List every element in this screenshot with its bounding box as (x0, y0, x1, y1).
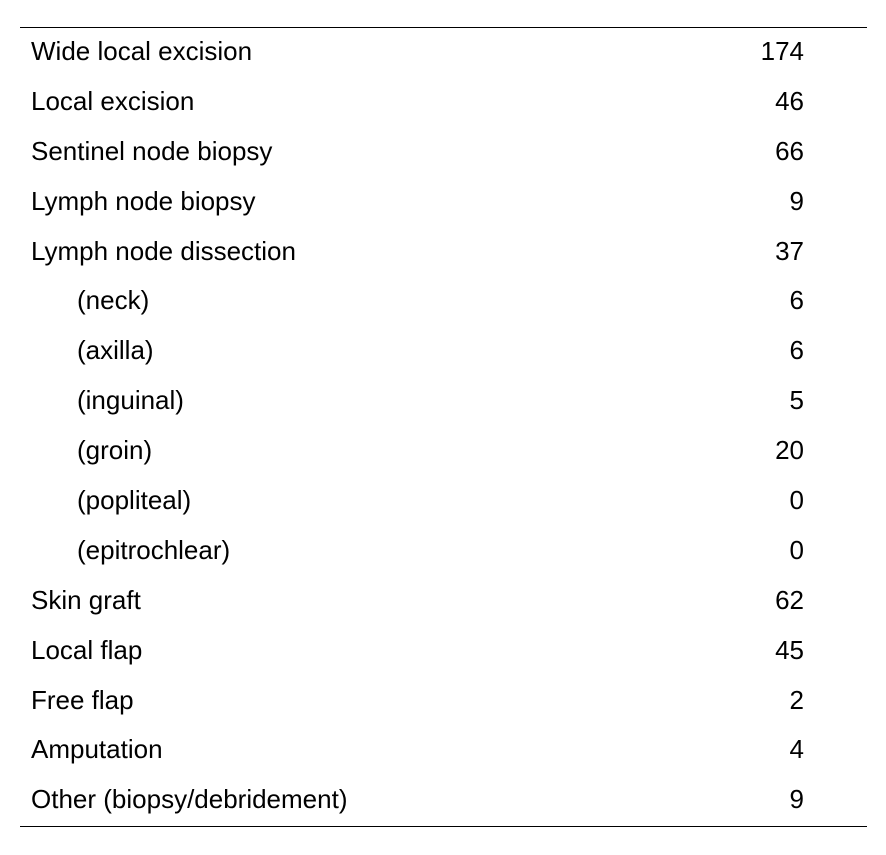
row-count: 4 (789, 734, 804, 765)
row-count: 20 (775, 435, 804, 466)
row-count: 45 (775, 634, 804, 665)
table-subrow (20, 277, 867, 327)
row-count: 66 (775, 135, 804, 166)
row-count: 6 (789, 335, 804, 366)
table-row (20, 178, 867, 228)
row-label: Amputation (31, 734, 163, 765)
row-label: Lymph node biopsy (31, 185, 256, 216)
row-label: (axilla) (77, 335, 154, 366)
row-label: Wide local excision (31, 36, 253, 66)
row-count: 37 (775, 235, 804, 266)
procedures-table (20, 27, 867, 827)
table-subrow (20, 477, 867, 527)
row-label: Lymph node dissection (31, 235, 296, 266)
row-label: Other (biopsy/debridement) (31, 784, 348, 815)
row-label: (inguinal) (77, 385, 184, 416)
row-label: Skin graft (31, 584, 141, 615)
row-count: 0 (789, 485, 804, 516)
table-row (20, 677, 867, 727)
table-row (20, 28, 867, 78)
table-row (20, 726, 867, 776)
row-label: (groin) (77, 435, 153, 466)
row-count: 9 (789, 185, 804, 216)
row-count: 46 (775, 85, 804, 116)
row-count: 2 (789, 684, 804, 715)
row-count: 9 (789, 784, 804, 815)
table-row (20, 78, 867, 128)
row-label: Free flap (31, 684, 134, 715)
row-count: 5 (789, 385, 804, 416)
row-label: (popliteal) (77, 485, 192, 516)
row-label: Sentinel node biopsy (31, 135, 273, 166)
table-row (20, 627, 867, 677)
row-count: 6 (789, 285, 804, 316)
table-body (20, 28, 867, 826)
table-row (20, 228, 867, 278)
row-count: 62 (775, 584, 804, 615)
table-row (20, 128, 867, 178)
table-subrow (20, 427, 867, 477)
table-row (20, 577, 867, 627)
row-label: Local excision (31, 85, 195, 116)
row-count: 0 (789, 534, 804, 565)
row-count: 174 (760, 36, 804, 66)
row-label: (epitrochlear) (77, 534, 231, 565)
row-label: Local flap (31, 634, 143, 665)
table-subrow (20, 377, 867, 427)
table-subrow (20, 527, 867, 577)
table-subrow (20, 327, 867, 377)
table-row (20, 776, 867, 826)
row-label: (neck) (77, 285, 150, 316)
table-bottom-rule (20, 826, 867, 827)
